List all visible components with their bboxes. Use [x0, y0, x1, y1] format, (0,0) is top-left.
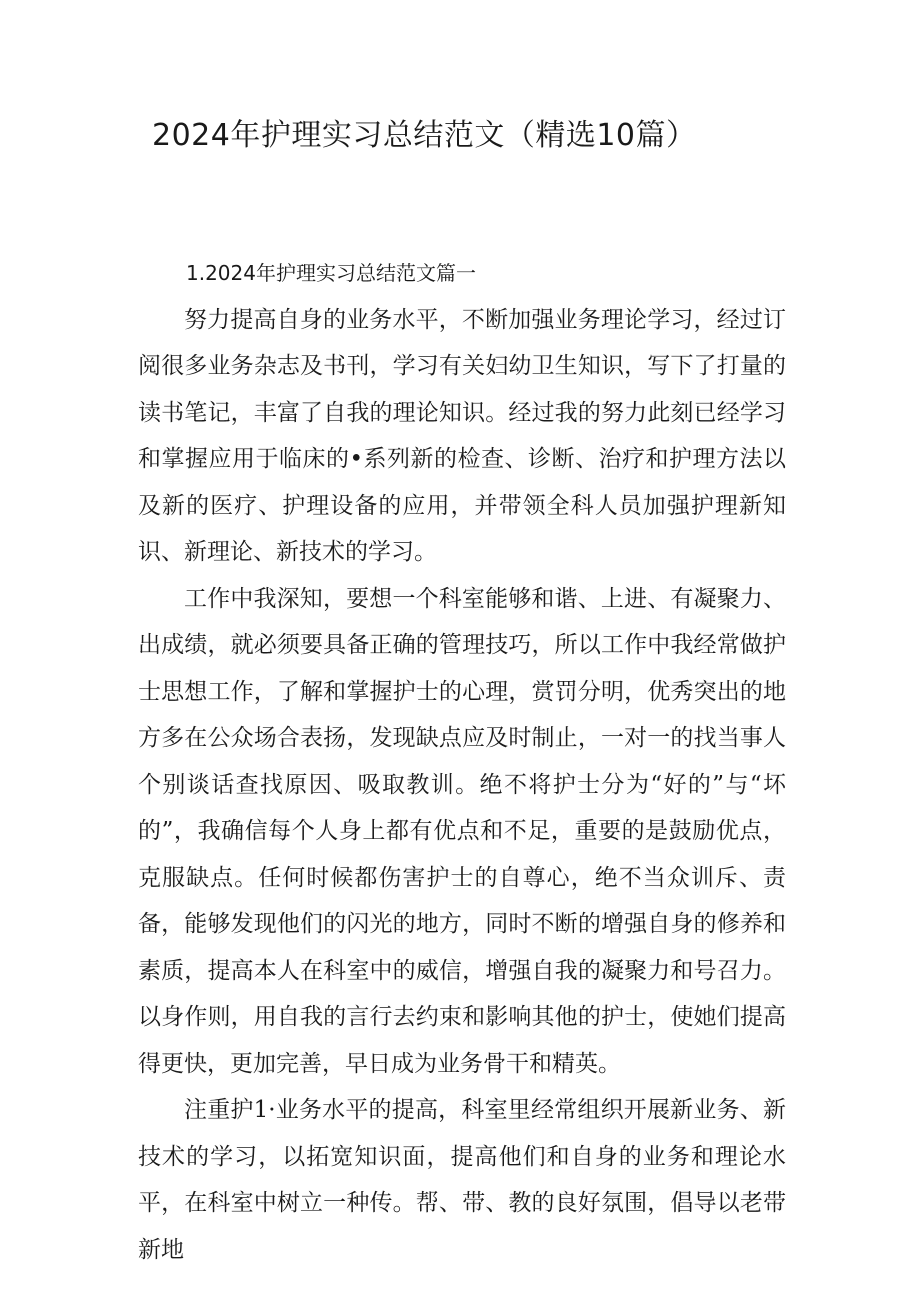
document-body	[138, 250, 786, 1273]
section-heading: 1.2024年护理实习总结范文篇一	[186, 261, 476, 285]
paragraph-3: 注重护1·业务水平的提高，科室里经常组织开展新业务、新技术的学习，以拓宽知识面，提高他们和自身的业务和理论水平，在科室中树立一种传。帮、带、教的良好氛围，倡导以老带新地	[138, 1097, 786, 1263]
paragraph-2: 工作中我深知，要想一个科室能够和谐、上进、有凝聚力、出成绩，就必须要具备正确的管理技巧，所以工作中我经常做护士思想工作，了解和掌握护士的心理，赏罚分明，优秀突出的地方多在公众场合表扬，发现缺点应及时制止，一对一的找当事人个别谈话查找原因、吸取教训。绝不将护士分为“好的”与“坏的”，我确信每个人身上都有优点和不足，重要的是鼓励优点，克服缺点。任何时候都伤害护士的自尊心，绝不当众训斥、责备，能够发现他们的闪光的地方，同时不断的增强自身的修养和素质，提高本人在科室中的威信，增强自我的凝聚力和号召力。以身作则，用自我的言行去约束和影响其他的护士，使她们提高得更快，更加完善，早日成为业务骨干和精英。	[138, 585, 786, 1077]
paragraph-1: 努力提高自身的业务水平，不断加强业务理论学习，经过订阅很多业务杂志及书刊，学习有关妇幼卫生知识，写下了打量的读书笔记，丰富了自我的理论知识。经过我的努力此刻已经学习和掌握应用于临床的•系列新的检查、诊断、治疗和护理方法以及新的医疗、护理设备的应用，并带领全科人员加强护理新知识、新理论、新技术的学习。	[138, 306, 786, 565]
document-title: 2024年护理实习总结范文（精选10篇）	[152, 118, 697, 153]
